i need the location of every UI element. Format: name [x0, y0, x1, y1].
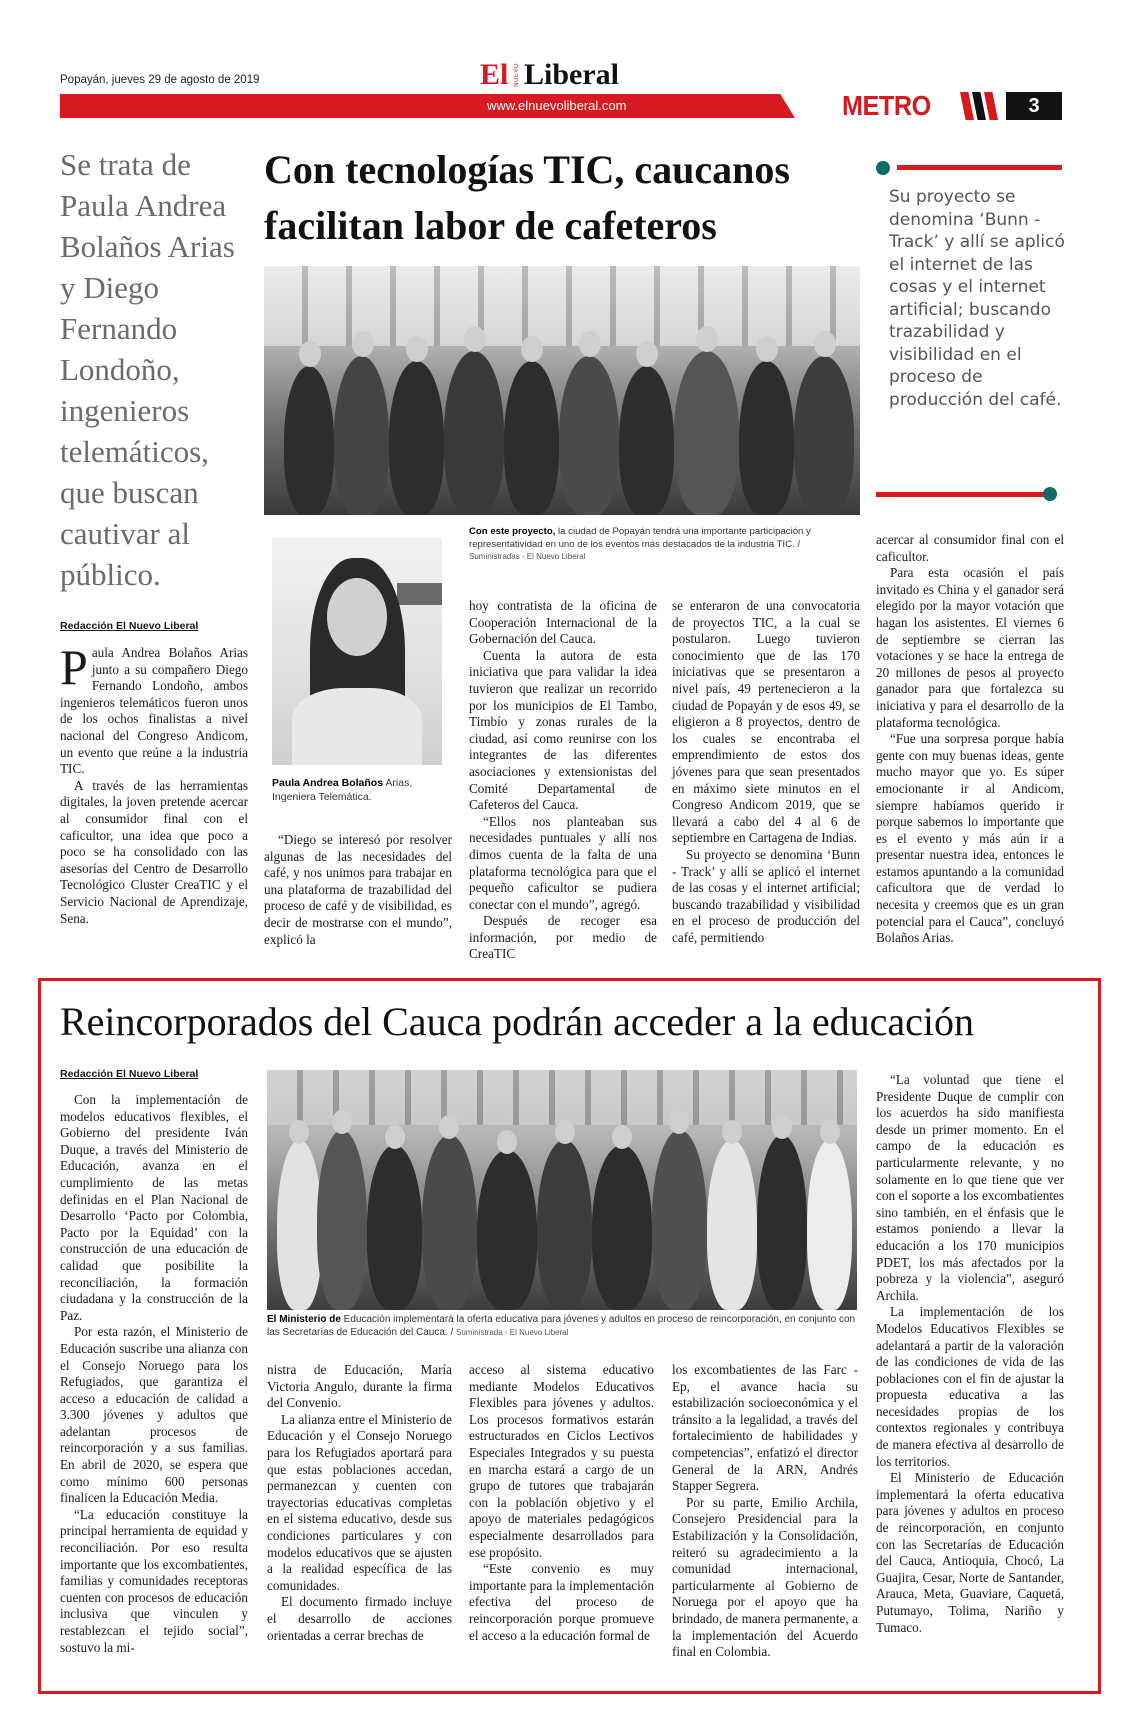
article1-col3-p2: Cuenta la autora de esta iniciativa que para validar la idea tuvieron que realizar un recorrido por los municipios de El Tambo, Timbío y zonas rurales de la ciudad, así como reunirse con los integrantes de las diferentes asociaciones y extensionistas del Comité Departamental de Cafeteros del Cauca.	[469, 647, 657, 813]
article2-col4-p1: los excombatientes de las Farc - Ep, el avance hacia su estabilización socioeconómica y el tránsito a la legalidad, a través del fortalecimiento de habilidades y competencias”, enfatizó el director General de la ARN, Andrés Stapper Segrera.	[672, 1362, 858, 1494]
article2-col2-p3: El documento firmado incluye el desarrollo de acciones orientadas a cerrar brechas de	[267, 1594, 452, 1643]
article2-photo-caption-lead: El Ministerio de	[267, 1314, 341, 1325]
dropcap: P	[60, 639, 88, 695]
article1-col3	[469, 598, 657, 963]
pullquote-rule-top	[897, 165, 1062, 170]
article2-photo-caption	[267, 1314, 857, 1339]
article2-col1-p1: Con la implementación de modelos educativos flexibles, el Gobierno del presidente Iván Duque, a través del Ministerio de Educación, avanza en el cumplimiento de las metas definidas en el Plan Nacional de Desarrollo ‘Pacto por Colombia, Pacto por la Equidad’ con la construcción de una educación de calidad que posibilite la reconciliación, la formación ciudadana y la construcción de la Paz.	[60, 1092, 248, 1323]
logo-nuevo: NUEVO	[514, 63, 520, 87]
article1-byline: Redacción El Nuevo Liberal	[60, 620, 199, 632]
dateline: Popayán, jueves 29 de agosto de 2019	[60, 74, 260, 86]
article1-col4-p2: Su proyecto se denomina ‘Bunn - Track’ y allí se aplicó el internet de las cosas y el internet artificial; buscando trazabilidad y visibilidad en el proceso de producción del café, permitiendo	[672, 846, 860, 945]
article2-col1-p2: Por esta razón, el Ministerio de Educación suscribe una alianza con el Consejo Noruego para los Refugiados, que garantiza el acceso a educación de calidad a 3.300 jóvenes y adultos que adelantan procesos de reincorporación y a sus familias. En abril de 2020, se espera que como mínimo 600 personas finalicen la Educación Media.	[60, 1324, 248, 1506]
article2-byline: Redacción El Nuevo Liberal	[60, 1068, 199, 1080]
article1-col1-p1-text: aula Andrea Bolaños Arias junto a su compañero Diego Fernando Londoño, ambos ingenieros telemáticos fueron unos de los ochos finalistas a nivel nacional del Congreso Andicom, un evento que reúne a la industria TIC.	[60, 645, 248, 777]
article1-col5	[876, 532, 1064, 947]
article2-col2-p1: nistra de Educación, María Victoria Angulo, durante la firma del Convenio.	[267, 1362, 452, 1411]
website-link[interactable]: www.elnuevoliberal.com	[487, 98, 627, 113]
article1-col1-p2: A través de las herramientas digitales, la joven pretende acercar al consumidor final con el caficultor, una idea que poco a poco se ha consolidado con las asesorías del Centro de Desarrollo Tecnológico Cluster CreaTIC y el Servicio Nacional de Aprendizaje, Sena.	[60, 777, 248, 926]
article2-col4	[672, 1362, 858, 1661]
article1-headline: Con tecnologías TIC, caucanos facilitan labor de cafeteros	[264, 147, 790, 248]
header-red-bar	[60, 94, 795, 118]
page-number: 3	[1006, 92, 1062, 120]
pullquote-dot-bottom-icon	[1043, 487, 1057, 501]
article2-col3-p1: acceso al sistema educativo mediante Modelos Educativos Flexibles para jóvenes y adultos. Los procesos formativos estarán estructurados en Ciclos Lectivos Especiales Integrados y su puesta en marcha estará a cargo de un grupo de tutores que trabajarán con la población objetivo y el apoyo de materiales pedagógicos especialmente desarrollados para ese propósito.	[469, 1362, 654, 1560]
article2-photo-caption-text: Educación implementará la oferta educativa para jóvenes y adultos en proceso de reincorporación, en conjunto con las Secretarías de Educación del Cauca. /	[267, 1314, 856, 1338]
article1-col5-p1: acercar al consumidor final con el caficultor.	[876, 532, 1064, 564]
article2-col2-p2: La alianza entre el Ministerio de Educación y el Consejo Noruego para los Refugiados aportará para que estas poblaciones accedan, permanezcan y cuenten con trayectorias educativas completas en el sistema educativo, desde sus condiciones particulares y con modelos educativos que se ajusten a la realidad específica de las comunidades.	[267, 1411, 452, 1593]
article1-col3-p3: “Ellos nos planteaban sus necesidades puntuales y allí nos dimos cuenta de la falta de una plataforma tecnológica para que el pequeño caficultor se pudiera conectar con el mundo”, agregó.	[469, 813, 657, 912]
article1-col4-p1: se enteraron de una convocatoria de proyectos TIC, a la cual se postularon. Luego tuvieron conocimiento que de las 170 iniciativas que se presentaron a nivel país, 49 pertenecieron a la ciudad de Popayán y de esos 49, se eligieron a 8 proyectos, dentro de los cuales se encontraba el emprendimiento de estos dos jóvenes para que sean presentados en máximo siete minutos en el Congreso Andicom 2019, que se llevará a cabo del 4 al 6 de septiembre en Cartagena de Indias.	[672, 598, 860, 846]
portrait-caption-lead: Paula Andrea Bolaños	[272, 777, 384, 789]
article1-col5-p2: Para esta ocasión el país invitado es China y el ganador será elegido por la mayor votación que hagan los asistentes. El viernes 6 de septiembre se cierran las votaciones y se hace la entrega de 20 millones de pesos al proyecto ganador para que fortalezca su iniciativa y para el desarrollo de la plataforma tecnológica.	[876, 565, 1064, 730]
article1-col5-p3: “Fue una sorpresa porque había gente con muy buenas ideas, gente mucho mayor que yo. Es súper emocionante ir al Andicom, siempre habíamos querido ir porque sabemos lo importante que es el evento y más aún ir a presentar nuestra idea, entonces le estamos apuntando a la comunidad caficultora que de verdad lo necesita y creemos que es un gran potencial para el Cauca”, concluyó Bolaños Arias.	[876, 731, 1064, 946]
portrait-photo	[272, 538, 442, 765]
article1-photo-caption	[469, 526, 849, 564]
article1-group-photo	[264, 266, 860, 515]
article1-pullquote: Su proyecto se denomina ‘Bunn - Track’ y allí se aplicó el internet de las cosas y el internet artificial; buscando trazabilidad y visibilidad en el proceso de producción del café.	[889, 187, 1065, 410]
logo-liberal: Liberal	[524, 58, 619, 91]
pullquote-rule-bottom	[876, 492, 1052, 497]
article2-col4-p2: Por su parte, Emilio Archila, Consejero Presidencial para la Estabilización y la Consolidación, reiteró su agradecimiento a la comunidad internacional, particularmente al Gobierno de Noruega por el apoyo que ha brindado, de manera permanente, a la implementación del Acuerdo final en Colombia.	[672, 1494, 858, 1660]
article1-col1	[60, 639, 248, 927]
article2-photo-credit: Suministrada - El Nuevo Liberal	[456, 1327, 569, 1337]
article1-photo-caption-text: la ciudad de Popayán tendrá una importante participación y representatividad en uno de los eventos más destacados de la industria TIC. /	[469, 526, 811, 550]
article2-col5-p3: El Ministerio de Educación implementará la oferta educativa para jóvenes y adultos en proceso de reincorporación, en conjunto con las Secretarías de Educación del Cauca, Antioquia, Chocó, La Guajira, Cesar, Norte de Santander, Arauca, Meta, Guaviare, Caquetá, Putumayo, Tolima, Nariño y Tumaco.	[876, 1470, 1064, 1635]
article1-photo-caption-lead: Con este proyecto,	[469, 526, 556, 537]
article2-col1-p3: “La educación constituye la principal herramienta de equidad y reconciliación. Por eso resulta importante que los excombatientes, familias y comunidades receptoras cuenten con procesos de educación inclusiva que vinculen y restablezcan el tejido social”, sostuvo la mi-	[60, 1506, 248, 1655]
article2-col5-p1: “La voluntad que tiene el Presidente Duque de cumplir con los acuerdos ha sido manifiesta desde un primer momento. En el campo de la educación es particularmente relevante, y no solamente en lo que tiene que ver con el soporte a los excombatientes sino también, en el énfasis que le estamos poniendo a llevar la educación a los 170 municipios PDET, los más afectados por la pobreza y la violencia”, aseguró Archila.	[876, 1072, 1064, 1303]
article2-col5-p2: La implementación de los Modelos Educativos Flexibles se adelantará a partir de la valoración de las condiciones de vida de las poblaciones con el fin de ajustar la propuesta educativa a las necesidades propias de los contextos regionales y contribuya de manera efectiva al desarrollo de los territorios.	[876, 1304, 1064, 1469]
article2-group-photo	[267, 1070, 857, 1310]
article1-col4	[672, 598, 860, 946]
article2-col5	[876, 1072, 1064, 1636]
portrait-caption	[272, 776, 442, 804]
article1-col1-p1	[60, 639, 248, 778]
article1-deck: Se trata de Paula Andrea Bolaños Arias y Diego Fernando Londoño, ingenieros telemáticos, que buscan cautivar al público.	[60, 147, 235, 592]
article1-col3-p4: Después de recoger esa información, por medio de CreaTIC	[469, 913, 657, 962]
article1-col3-p1: hoy contratista de la oficina de Cooperación Internacional de la Gobernación del Cauca.	[469, 598, 657, 647]
logo-el: El	[480, 58, 509, 91]
section-label: METRO	[842, 90, 931, 121]
masthead-logo[interactable]	[480, 58, 650, 92]
section-stripes-icon	[960, 92, 1006, 120]
article1-col2	[264, 832, 452, 948]
article1-photo-credit: Suministradas - El Nuevo Liberal	[469, 552, 586, 561]
article2-col3-p2: “Este convenio es muy importante para la implementación efectiva del proceso de reincorporación porque promueve el acceso a la educación formal de	[469, 1561, 654, 1643]
article1-col2-p1: “Diego se interesó por resolver algunas de las necesidades del café, y nos unimos para trabajar en una plataforma de trazabilidad del proceso de café y de visibilidad, es decir de mostrarse con el mundo”, explicó la	[264, 832, 452, 947]
article2-headline: Reincorporados del Cauca podrán acceder a la educación	[60, 999, 974, 1044]
portrait-caption-text: Arias, Ingeniera Telemática.	[272, 777, 413, 803]
article2-col1	[60, 1092, 248, 1656]
article2-col3	[469, 1362, 654, 1644]
pullquote-dot-top-icon	[876, 161, 890, 175]
article2-col2	[267, 1362, 452, 1644]
